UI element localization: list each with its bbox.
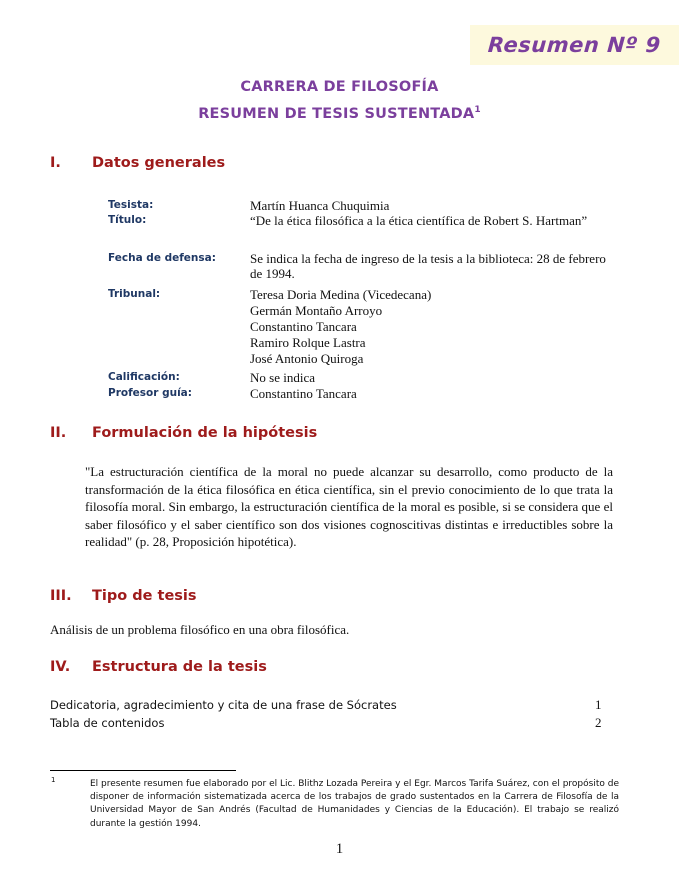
data-value-tribunal-2: Germán Montaño Arroyo	[250, 303, 383, 318]
data-value-profesor-guia: Constantino Tancara	[250, 386, 357, 401]
data-value-tribunal-1: Teresa Doria Medina (Vicedecana)	[250, 287, 432, 302]
section-label-i: Datos generales	[92, 155, 226, 171]
page-title-career: CARRERA DE FILOSOFÍA	[240, 79, 439, 95]
data-label-tesista: Tesista:	[108, 199, 154, 211]
thesis-type-paragraph: Análisis de un problema filosófico en una obra filosófica.	[50, 622, 350, 637]
toc-entry-label: Tabla de contenidos	[50, 716, 165, 730]
title-footnote-marker: 1	[474, 105, 481, 115]
section-number-ii: II.	[50, 425, 67, 441]
toc-entry-page: 2	[595, 715, 602, 730]
data-value-tribunal-5: José Antonio Quiroga	[250, 351, 364, 366]
data-value-tesista: Martín Huanca Chuquimia	[250, 198, 390, 213]
data-value-calificacion: No se indica	[250, 370, 315, 385]
toc-entry-page: 1	[595, 697, 602, 712]
hypothesis-paragraph: "La estructuración científica de la moral no puede alcanzar su desarrollo, como producto de la transformación de la ética filosófica en ética científica, sin el previo conocimiento de lo que trata la filosofía moral. Sin embargo, la estructuración científica de la moral es posible, si se considera que el saber filosófico y el saber científico son dos visiones cognoscitivas distintas e irreductibles sobre la realidad" (p. 28, Proposición hipotética).	[85, 464, 613, 549]
section-label-ii: Formulación de la hipótesis	[92, 425, 318, 441]
data-label-titulo: Título:	[108, 214, 147, 226]
section-number-iii: III.	[50, 588, 72, 604]
section-heading-estructura	[50, 659, 267, 675]
data-value-titulo: “De la ética filosófica a la ética científica de Robert S. Hartman”	[250, 213, 588, 228]
resumen-number-badge-label: Resumen Nº 9	[487, 33, 662, 57]
page-title-summary	[50, 105, 629, 122]
footnote-marker: 1	[51, 776, 56, 784]
section-label-iv: Estructura de la tesis	[92, 659, 267, 675]
data-value-tribunal-3: Constantino Tancara	[250, 319, 357, 334]
data-label-fecha-defensa: Fecha de defensa:	[108, 252, 216, 264]
section-number-iv: IV.	[50, 659, 71, 675]
resumen-number-badge	[470, 25, 679, 65]
section-heading-datos-generales	[50, 155, 225, 171]
page-title-summary-text: RESUMEN DE TESIS SUSTENTADA	[198, 105, 475, 122]
data-label-profesor-guia: Profesor guía:	[108, 387, 192, 399]
page-number: 1	[335, 841, 344, 857]
data-value-tribunal-4: Ramiro Rolque Lastra	[250, 335, 366, 350]
section-label-iii: Tipo de tesis	[92, 588, 197, 604]
data-label-tribunal: Tribunal:	[108, 288, 161, 300]
section-number-i: I.	[50, 155, 61, 171]
footnote-separator-rule	[50, 770, 236, 771]
data-value-fecha-defensa: Se indica la fecha de ingreso de la tesis a la biblioteca: 28 de febrero de 1994.	[250, 251, 606, 281]
toc-entry-label: Dedicatoria, agradecimiento y cita de una frase de Sócrates	[50, 698, 397, 712]
data-label-calificacion: Calificación:	[108, 371, 180, 383]
section-heading-hipotesis	[50, 425, 317, 441]
section-heading-tipo-tesis	[50, 588, 197, 604]
footnote-text: El presente resumen fue elaborado por el Lic. Blithz Lozada Pereira y el Egr. Marcos Tarifa Suárez, con el propósito de disponer de información sistematizada acerca de los trabajos de grado sustentados en la Carrera de Filosofía de la Universidad Mayor de San Andrés (Facultad de Humanidades y Ciencias de la Educación). El trabajo se realizó durante la gestión 1994.	[90, 779, 619, 829]
